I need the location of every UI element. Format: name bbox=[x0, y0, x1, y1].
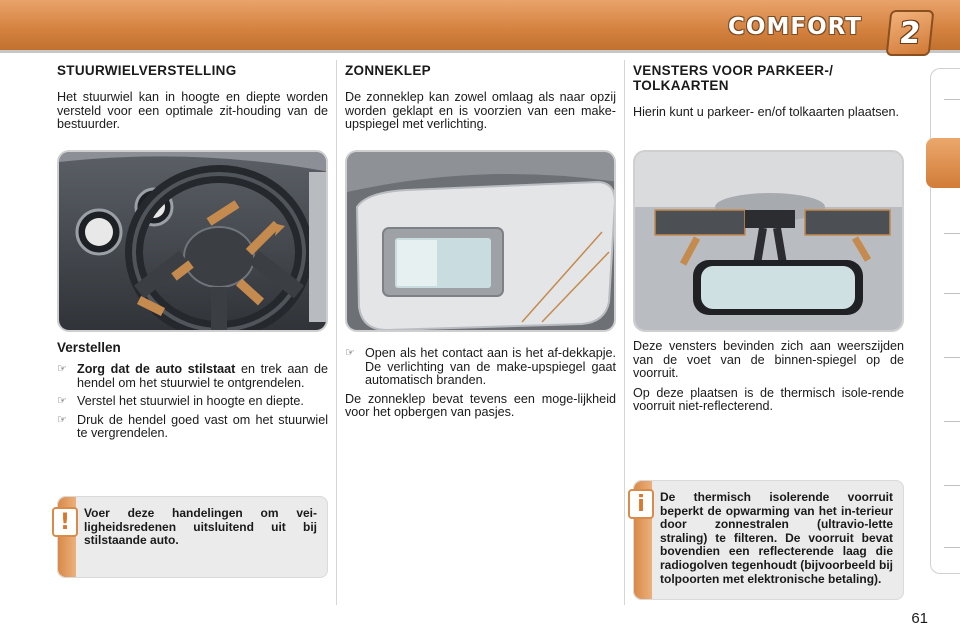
steering-section bbox=[57, 60, 328, 132]
warning-text: Voer deze handelingen om vei-ligheidsredenen uitsluitend uit bij stilstaande auto. bbox=[84, 506, 317, 548]
chapter-number: 2 bbox=[897, 15, 923, 51]
visor-intro: De zonneklep kan zowel omlaag als naar opzij worden geklapt en is voorzien van een make-upspiegel met verlichting. bbox=[345, 90, 616, 131]
windows-location-text: Deze vensters bevinden zich aan weerszijden van de voet van de binnen-spiegel op de voorruit. bbox=[633, 339, 904, 380]
visor-section bbox=[345, 60, 616, 132]
visor-outro: De zonneklep bevat tevens een moge-lijkheid voor het opbergen van pasjes. bbox=[345, 391, 616, 419]
windows-reflect-text: Op deze plaatsen is de thermisch isole-rende voorruit niet-reflecterend. bbox=[633, 385, 904, 413]
step-emphasis: Zorg dat de auto stilstaat bbox=[77, 362, 236, 376]
visor-title: ZONNEKLEP bbox=[345, 63, 431, 78]
sun-visor-illustration bbox=[345, 150, 616, 332]
info-icon: i bbox=[628, 489, 654, 519]
steering-intro: Het stuurwiel kan in hoogte en diepte worden versteld voor een optimale zit-houding van de bestuurder. bbox=[57, 90, 328, 131]
column-divider bbox=[624, 60, 625, 605]
tab-mark bbox=[944, 485, 960, 486]
tab-mark bbox=[944, 357, 960, 358]
windows-intro: Hierin kunt u parkeer- en/of tolkaarten plaatsen. bbox=[633, 105, 900, 119]
chapter-title: COMFORT bbox=[728, 14, 862, 40]
steering-title: STUURWIELVERSTELLING bbox=[57, 63, 237, 78]
pointing-hand-icon: ☞ bbox=[345, 347, 355, 359]
rear-view-mirror-illustration bbox=[633, 150, 904, 332]
info-text: De thermisch isolerende voorruit beperkt de opwarming van het in-terieur door zonnestralen (ultravio-lette straling) te filteren. De voorruit bevat bovendien een reflecterende laag die radiogolven tegenhoudt (bijvoorbeeld bij tolpoorten met elektronische betaling). bbox=[660, 490, 893, 586]
visor-steps bbox=[345, 347, 616, 388]
toll-card-window-section bbox=[633, 60, 904, 120]
tab-mark bbox=[944, 421, 960, 422]
windows-title: VENSTERS VOOR PARKEER-/ TOLKAARTEN bbox=[633, 63, 834, 93]
list-item bbox=[345, 347, 616, 388]
page-number: 61 bbox=[911, 610, 928, 627]
visor-details bbox=[345, 342, 616, 420]
exclamation-icon: ! bbox=[52, 507, 78, 537]
tab-mark bbox=[944, 99, 960, 100]
chapter-number-badge bbox=[886, 10, 935, 56]
warning-note bbox=[57, 496, 328, 578]
active-chapter-tab[interactable] bbox=[926, 138, 960, 188]
steering-adjust-section bbox=[57, 340, 328, 446]
steering-steps bbox=[57, 363, 328, 441]
steering-subtitle: Verstellen bbox=[57, 340, 121, 355]
tab-mark bbox=[944, 233, 960, 234]
step-text: Druk de hendel goed vast om het stuurwiel te vergrendelen. bbox=[77, 412, 328, 440]
step-text: en trek aan de hendel om het stuurwiel te ontgrendelen. bbox=[77, 362, 328, 390]
info-note bbox=[633, 480, 904, 600]
pointing-hand-icon: ☞ bbox=[57, 363, 67, 375]
step-text: Open als het contact aan is het af-dekkapje. De verlichting van de make-upspiegel gaat automatisch branden. bbox=[365, 346, 616, 387]
steering-wheel-illustration bbox=[57, 150, 328, 332]
list-item bbox=[57, 363, 328, 390]
list-item bbox=[57, 414, 328, 441]
pointing-hand-icon: ☞ bbox=[57, 395, 67, 407]
windows-details bbox=[633, 340, 904, 414]
step-text: Verstel het stuurwiel in hoogte en diepte. bbox=[77, 394, 304, 408]
list-item bbox=[57, 395, 328, 409]
tab-mark bbox=[944, 293, 960, 294]
column-divider bbox=[336, 60, 337, 605]
pointing-hand-icon: ☞ bbox=[57, 413, 67, 426]
tab-mark bbox=[944, 547, 960, 548]
